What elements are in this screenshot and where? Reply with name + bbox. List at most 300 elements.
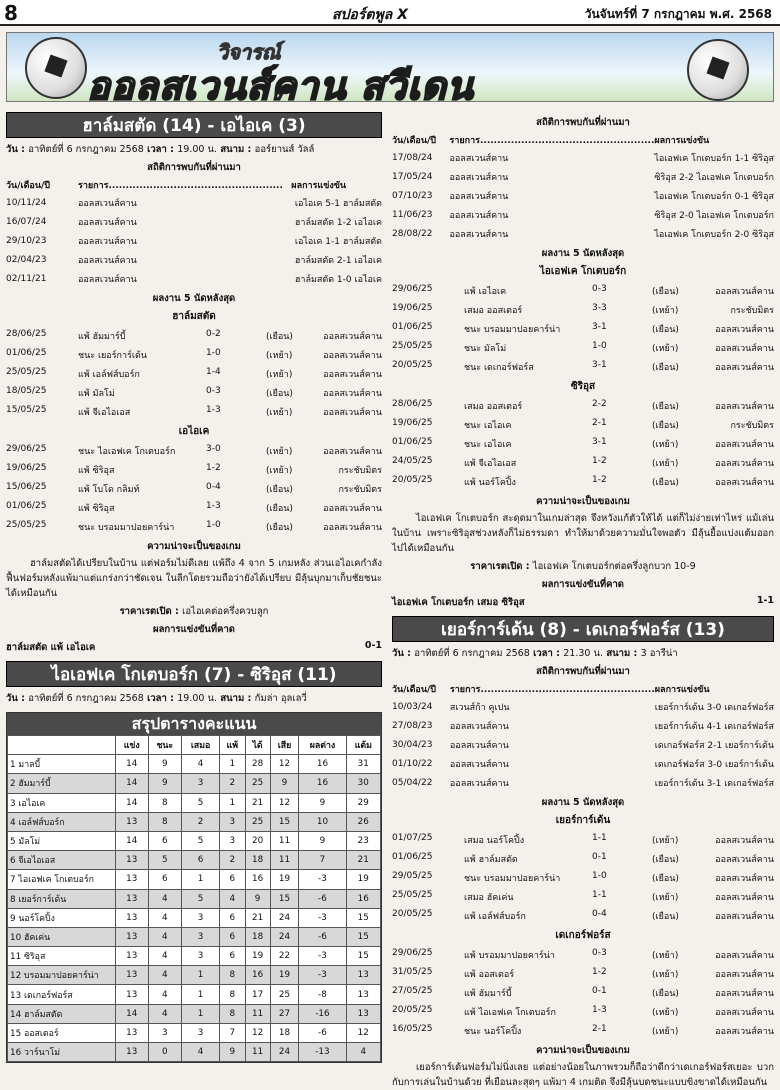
h2h-row: [392, 148, 774, 167]
form-row: [6, 441, 382, 460]
standings-cell: 1: [182, 1004, 220, 1023]
standings-team: 3 เอไอเค: [8, 793, 116, 812]
standings-cell: 18: [270, 1023, 299, 1042]
standings-cell: 13: [346, 1004, 380, 1023]
likelihood-heading: ความน่าจะเป็นของเกม: [147, 541, 241, 552]
banner: [6, 32, 774, 102]
standings-team: 12 บรอมมาปอยคาร์น่า: [8, 966, 116, 985]
standings-header: เสมอ: [182, 736, 220, 755]
h2h-result: เยอร์การ์เด้น 3-0 เดเกอร์ฟอร์ส: [654, 702, 774, 713]
form-outcome: แพ้ ซิริอุส: [78, 465, 115, 476]
likelihood-heading: ความน่าจะเป็นของเกม: [536, 496, 630, 507]
form-date: 31/05/25: [392, 966, 433, 977]
form-date: 29/06/25: [6, 443, 47, 454]
standings-cell: 3: [148, 1023, 182, 1042]
form-score: 0-2: [206, 328, 221, 339]
standings-header: ผลต่าง: [299, 736, 346, 755]
form-date: 19/06/25: [392, 417, 433, 428]
h2h-result: ซิริอุส 2-2 ไอเอฟเค โกเตบอร์ก: [654, 172, 774, 183]
form-outcome: แพ้ ไอเอฟเค โกเตบอร์ก: [464, 1007, 556, 1018]
form-competition: ออลสเวนส์คาน: [715, 362, 774, 373]
form-outcome: เสมอ ฮัคเค่น: [464, 892, 514, 903]
standings-cell: 2: [220, 774, 246, 793]
standings-cell: 1: [182, 966, 220, 985]
form-venue: (เหย้า): [652, 343, 679, 354]
issue-date: วันจันทร์ที่ 7 กรกฎาคม พ.ศ. 2568: [584, 7, 772, 21]
standings-header: [8, 736, 116, 755]
standings-row: [8, 831, 381, 850]
form-date: 01/06/25: [6, 347, 47, 358]
standings-cell: 11: [245, 1043, 270, 1062]
standings-cell: 9: [220, 1043, 246, 1062]
standings-cell: 13: [346, 966, 380, 985]
form-outcome: แพ้ เอล์ฟส์บอร์ก: [78, 369, 140, 380]
form-competition: ออลสเวนส์คาน: [715, 892, 774, 903]
standings-row: [8, 755, 381, 774]
standings-cell: 5: [182, 889, 220, 908]
standings-cell: 7: [220, 1023, 246, 1042]
standings-cell: 5: [182, 831, 220, 850]
standings-cell: 24: [270, 927, 299, 946]
standings-cell: 8: [220, 985, 246, 1004]
standings-cell: 12: [270, 755, 299, 774]
standings-cell: 13: [116, 1043, 149, 1062]
standings-team: 8 เยอร์การ์เด้น: [8, 889, 116, 908]
standings-cell: 14: [116, 793, 149, 812]
match-title: เยอร์การ์เด้น (8) - เดเกอร์ฟอร์ส (13): [392, 616, 774, 642]
form-date: 25/05/25: [6, 519, 47, 530]
form-date: 29/05/25: [392, 870, 433, 881]
standings-cell: 10: [299, 812, 346, 831]
standings-title: สรุปตารางคะแนน: [7, 713, 381, 735]
form-row: [392, 983, 774, 1002]
form-outcome: แพ้ โบโด กลิมท์: [78, 484, 140, 495]
form-outcome: เสมอ ออสเตอร์: [464, 305, 523, 316]
h2h-competition: ออลสเวนส์คาน: [449, 210, 509, 221]
standings-cell: 16: [346, 889, 380, 908]
h2h-result: ฮาล์มสตัด 1-2 เอไอเค: [294, 217, 382, 228]
opening-rate: ราคาเรตเปิด : ไอเอฟเค โกเตบอร์กต่อครึ่งลูกบวก 10-9: [470, 561, 696, 572]
standings-cell: 5: [148, 851, 182, 870]
form-venue: (เหย้า): [266, 446, 293, 457]
standings-team: 11 ซิริอุส: [8, 947, 116, 966]
team-heading: ซิริอุส: [570, 381, 596, 392]
standings-row: [8, 927, 381, 946]
prediction-heading: ผลการแข่งขันที่คาด: [542, 579, 624, 590]
standings-header: ได้: [245, 736, 270, 755]
banner-subtitle: วิจารณ์: [217, 40, 281, 64]
form-row: [6, 517, 382, 536]
h2h-competition: สเวนส์ก้า คูเปน: [449, 702, 510, 713]
likelihood-heading: ความน่าจะเป็นของเกม: [536, 1045, 630, 1056]
h2h-competition: ออลสเวนส์คาน: [78, 217, 137, 228]
form-date: 01/06/25: [392, 851, 433, 862]
h2h-competition: ออลสเวนส์คาน: [78, 255, 137, 266]
standings-cell: 4: [148, 966, 182, 985]
h2h-result: เยอร์การ์เด้น 4-1 เดเกอร์ฟอร์ส: [654, 721, 774, 732]
form-venue: (เหย้า): [652, 305, 679, 316]
standings-cell: 4: [148, 908, 182, 927]
form-score: 3-1: [592, 321, 607, 332]
standings-cell: 17: [245, 985, 270, 1004]
h2h-result: ฮาล์มสตัด 1-0 เอไอเค: [294, 274, 382, 285]
standings-cell: 1: [220, 793, 246, 812]
form-score: 1-2: [206, 462, 221, 473]
form-row: [392, 357, 774, 376]
form-row: [392, 396, 774, 415]
standings-row: [8, 889, 381, 908]
form-competition: ออลสเวนส์คาน: [323, 350, 382, 361]
form-competition: กระชับมิตร: [730, 305, 774, 316]
standings-cell: 8: [220, 1004, 246, 1023]
form-row: [392, 1002, 774, 1021]
form-venue: (เยือน): [652, 401, 679, 412]
standings-cell: 26: [346, 812, 380, 831]
h2h-result: ไอเอฟเค โกเตบอร์ก 2-0 ซิริอุส: [654, 229, 774, 240]
standings-cell: 29: [346, 793, 380, 812]
standings-row: [8, 947, 381, 966]
h2h-date: 05/04/22: [392, 777, 433, 788]
form-score: 0-1: [592, 985, 607, 996]
standings-cell: 13: [346, 985, 380, 1004]
standings-cell: 4: [148, 889, 182, 908]
standings-cell: 13: [116, 812, 149, 831]
h2h-competition: ออลสเวนส์คาน: [449, 172, 509, 183]
prediction: ฮาล์มสตัด แพ้ เอไอเค 0-1: [6, 640, 382, 653]
standings-cell: 21: [245, 908, 270, 927]
form-outcome: แพ้ นอร์โคปิ้ง: [464, 477, 516, 488]
form-date: 15/06/25: [6, 481, 47, 492]
standings-cell: 8: [148, 812, 182, 831]
form-outcome: ชนะ เดเกอร์ฟอร์ส: [464, 362, 534, 373]
standings-row: [8, 985, 381, 1004]
analysis-text: ฮาล์มสตัดได้เปรียบในบ้าน แต่ฟอร์มไม่ดีเลย แพ้ถึง 4 จาก 5 เกมหลัง ส่วนเอไอเคกำลังฟื้นฟอร์มหลังแพ้มาแต่แกร่งกว่าชัดเจน ในลีกโดยรวมถือว่ายังได้เปรียบ มีลุ้นบุกมาเก็บชัยชนะได้เหมือนกัน: [6, 558, 382, 599]
form-score: 3-1: [592, 436, 607, 447]
form-row: [392, 945, 774, 964]
standings-cell: 8: [220, 966, 246, 985]
standings-header: เสีย: [270, 736, 299, 755]
form-competition: ออลสเวนส์คาน: [715, 343, 774, 354]
standings-cell: 13: [116, 889, 149, 908]
match-info: วัน : อาทิตย์ที่ 6 กรกฎาคม 2568 เวลา : 19.00 น. สนาม : กัมล่า อุลเลวี่: [6, 693, 307, 704]
standings-cell: 4: [148, 985, 182, 1004]
h2h-date: 17/08/24: [392, 152, 433, 163]
form-score: 1-1: [592, 832, 607, 843]
form-outcome: ชนะ เอไอเค: [464, 439, 512, 450]
form-venue: (เหย้า): [652, 969, 679, 980]
h2h-date: 10/03/24: [392, 701, 433, 712]
h2h-row: [6, 193, 382, 212]
form-score: 1-4: [206, 366, 221, 377]
form-venue: (เยือน): [652, 286, 679, 297]
standings-cell: 14: [116, 831, 149, 850]
form-date: 20/05/25: [392, 908, 433, 919]
form-date: 29/06/25: [392, 283, 433, 294]
standings-cell: 15: [346, 947, 380, 966]
form-date: 28/06/25: [6, 328, 47, 339]
standings-team: 9 นอร์โคปิ้ง: [8, 908, 116, 927]
standings-cell: 16: [245, 966, 270, 985]
standings-cell: 13: [116, 870, 149, 889]
form-date: 24/05/25: [392, 455, 433, 466]
form-outcome: ชนะ มัลโม่: [464, 343, 507, 354]
form-score: 3-3: [592, 302, 607, 313]
standings-cell: 24: [270, 908, 299, 927]
h2h-row: [6, 250, 382, 269]
form-row: [6, 383, 382, 402]
h2h-row: [392, 773, 774, 792]
form-outcome: แพ้ จีเอไอเอส: [464, 458, 517, 469]
form-score: 0-3: [592, 283, 607, 294]
form-score: 0-3: [592, 947, 607, 958]
form-outcome: แพ้ บรอมมาปอยคาร์น่า: [464, 950, 555, 961]
form-venue: (เหย้า): [266, 350, 293, 361]
standings-cell: 12: [346, 1023, 380, 1042]
left-column: [6, 112, 382, 1063]
h2h-competition: ออลสเวนส์คาน: [449, 740, 509, 751]
form-competition: ออลสเวนส์คาน: [715, 286, 774, 297]
standings-cell: 7: [299, 851, 346, 870]
h2h-result: เอไอเค 5-1 ฮาล์มสตัด: [294, 198, 382, 209]
h2h-result: ไอเอฟเค โกเตบอร์ก 1-1 ซิริอุส: [654, 153, 774, 164]
standings-cell: 4: [148, 947, 182, 966]
form-venue: (เยือน): [652, 873, 679, 884]
standings-cell: 16: [245, 870, 270, 889]
form-competition: ออลสเวนส์คาน: [323, 446, 382, 457]
form-outcome: แพ้ ฮัมมาร์บี้: [464, 988, 512, 999]
standings-team: 7 ไอเอฟเค โกเตบอร์ก: [8, 870, 116, 889]
form-competition: ออลสเวนส์คาน: [715, 477, 774, 488]
form-outcome: เสมอ ออสเตอร์: [464, 401, 523, 412]
standings-cell: 30: [346, 774, 380, 793]
h2h-date: 28/08/22: [392, 228, 433, 239]
h2h-result: ซิริอุส 2-0 ไอเอฟเค โกเตบอร์ก: [654, 210, 774, 221]
h2h-date: 02/11/21: [6, 273, 47, 284]
form-outcome: แพ้ ออสเตอร์: [464, 969, 515, 980]
form-score: 1-3: [206, 500, 221, 511]
form-row: [6, 364, 382, 383]
standings-cell: 19: [346, 870, 380, 889]
team-heading: เดเกอร์ฟอร์ส: [555, 930, 611, 941]
standings-cell: -3: [299, 947, 346, 966]
standings-cell: 20: [245, 831, 270, 850]
standings-cell: 3: [220, 831, 246, 850]
form-row: [6, 479, 382, 498]
form-venue: (เหย้า): [652, 892, 679, 903]
form-row: [6, 326, 382, 345]
h2h-row: [392, 167, 774, 186]
standings-cell: 14: [116, 755, 149, 774]
analysis-text: ไอเอฟเค โกเตบอร์ก สะดุดมาในเกมล่าสุด จึงหวังแก้ตัวให้ได้ แต่ก็ไม่ง่ายเท่าไหร่ แม้เล่นในบ้าน เพราะซิริอุสช่วงหลังก็ไม่ธรรมดา ทำให้มาด้วยความมั่นใจพอตัว มีลุ้นยื้อแบ่งแต้มออกไปได้เหมือนกัน: [392, 513, 774, 554]
standings-row: [8, 870, 381, 889]
form-date: 28/06/25: [392, 398, 433, 409]
form-competition: ออลสเวนส์คาน: [715, 911, 774, 922]
form-venue: (เหย้า): [652, 458, 679, 469]
standings-cell: 22: [270, 947, 299, 966]
form-date: 15/05/25: [6, 404, 47, 415]
standings-header: ชนะ: [148, 736, 182, 755]
form-venue: (เหย้า): [266, 465, 293, 476]
form-competition: ออลสเวนส์คาน: [323, 331, 382, 342]
form-date: 20/05/25: [392, 1004, 433, 1015]
standings-row: [8, 793, 381, 812]
form-row: [6, 345, 382, 364]
h2h-heading: สถิติการพบกันที่ผ่านมา: [536, 666, 630, 677]
h2h-competition: ออลสเวนส์คาน: [449, 191, 509, 202]
standings-cell: 9: [148, 755, 182, 774]
h2h-row: [392, 186, 774, 205]
match-title: ฮาล์มสตัด (14) - เอไอเค (3): [6, 112, 382, 138]
form-date: 01/07/25: [392, 832, 433, 843]
match-info: วัน : อาทิตย์ที่ 6 กรกฎาคม 2568 เวลา : 19.00 น. สนาม : ออร์ยานส์ วัลล์: [6, 144, 315, 155]
h2h-competition: ออลสเวนส์คาน: [78, 274, 137, 285]
form-row: [392, 472, 774, 491]
h2h-result: เยอร์การ์เด้น 3-1 เดเกอร์ฟอร์ส: [654, 778, 774, 789]
form-date: 16/05/25: [392, 1023, 433, 1034]
form-list: [392, 396, 774, 491]
h2h-date: 17/05/24: [392, 171, 433, 182]
standings-cell: -3: [299, 966, 346, 985]
h2h-row: [392, 716, 774, 735]
form-list: [6, 326, 382, 421]
standings-cell: 15: [270, 812, 299, 831]
form-score: 3-0: [206, 443, 221, 454]
form-competition: ออลสเวนส์คาน: [715, 854, 774, 865]
form-row: [392, 434, 774, 453]
standings-cell: 4: [182, 1043, 220, 1062]
form-row: [6, 460, 382, 479]
standings-row: [8, 774, 381, 793]
h2h-result: เดเกอร์ฟอร์ส 3-0 เยอร์การ์เด้น: [654, 759, 774, 770]
form-competition: ออลสเวนส์คาน: [715, 950, 774, 961]
form-competition: ออลสเวนส์คาน: [715, 401, 774, 412]
form-venue: (เหย้า): [266, 369, 293, 380]
standings-cell: 28: [245, 755, 270, 774]
standings-cell: 31: [346, 755, 380, 774]
h2h-row: [6, 269, 382, 288]
standings-cell: 9: [299, 831, 346, 850]
standings-cell: 1: [220, 755, 246, 774]
form-date: 25/05/25: [6, 366, 47, 377]
standings-cell: 4: [346, 1043, 380, 1062]
standings-cell: 27: [270, 1004, 299, 1023]
standings-cell: 11: [270, 831, 299, 850]
standings-cell: 9: [299, 793, 346, 812]
form-score: 1-0: [592, 870, 607, 881]
form-venue: (เยือน): [652, 854, 679, 865]
form-competition: ออลสเวนส์คาน: [323, 503, 382, 514]
standings-cell: 16: [299, 774, 346, 793]
form-outcome: แพ้ จีเอไอเอส: [78, 407, 131, 418]
form-outcome: แพ้ เอไอเค: [464, 286, 507, 297]
form-score: 1-3: [206, 404, 221, 415]
form-heading: ผลงาน 5 นัดหลังสุด: [152, 293, 236, 304]
form-venue: (เยือน): [652, 988, 679, 999]
form-competition: ออลสเวนส์คาน: [715, 439, 774, 450]
standings-cell: 15: [346, 908, 380, 927]
form-venue: (เยือน): [652, 911, 679, 922]
form-row: [392, 415, 774, 434]
form-venue: (เยือน): [266, 388, 293, 399]
form-date: 01/06/25: [392, 321, 433, 332]
standings-cell: 24: [270, 1043, 299, 1062]
form-row: [6, 402, 382, 421]
standings-team: 5 มัลโม่: [8, 831, 116, 850]
form-outcome: เสมอ นอร์โคปิ้ง: [464, 835, 525, 846]
standings-team: 6 จีเอไอเอส: [8, 851, 116, 870]
form-row: [392, 906, 774, 925]
form-outcome: แพ้ ฮาล์มสตัด: [464, 854, 518, 865]
form-competition: กระชับมิตร: [338, 465, 382, 476]
form-venue: (เหย้า): [266, 407, 293, 418]
form-venue: (เยือน): [652, 324, 679, 335]
prediction-heading: ผลการแข่งขันที่คาด: [153, 624, 235, 635]
form-list: [6, 441, 382, 536]
form-competition: ออลสเวนส์คาน: [715, 458, 774, 469]
form-score: 0-3: [206, 385, 221, 396]
h2h-date: 01/10/22: [392, 758, 433, 769]
standings-cell: 12: [245, 1023, 270, 1042]
form-score: 1-2: [592, 966, 607, 977]
standings-cell: 13: [116, 851, 149, 870]
form-venue: (เยือน): [266, 484, 293, 495]
standings-cell: 6: [148, 831, 182, 850]
form-venue: (เยือน): [266, 503, 293, 514]
standings-cell: 18: [245, 851, 270, 870]
form-outcome: ชนะ เอไอเค: [464, 420, 512, 431]
form-score: 0-4: [206, 481, 221, 492]
form-list: [392, 945, 774, 1040]
h2h-result: เอไอเค 1-1 ฮาล์มสตัด: [294, 236, 382, 247]
standings-cell: 11: [245, 1004, 270, 1023]
standings-cell: 2: [220, 851, 246, 870]
form-date: 18/05/25: [6, 385, 47, 396]
standings-table: [6, 712, 382, 1063]
form-venue: (เหย้า): [652, 439, 679, 450]
opening-rate: ราคาเรตเปิด : เอไอเคต่อครึ่งควบลูก: [119, 606, 269, 617]
form-row: [392, 964, 774, 983]
standings-team: 10 ฮัคเค่น: [8, 927, 116, 946]
standings-team: 15 ออสเตอร์: [8, 1023, 116, 1042]
standings-cell: 3: [182, 927, 220, 946]
h2h-heading: สถิติการพบกันที่ผ่านมา: [536, 117, 630, 128]
standings-header: แต้ม: [346, 736, 380, 755]
standings-cell: 8: [148, 793, 182, 812]
h2h-row: [392, 224, 774, 243]
form-row: [392, 338, 774, 357]
h2h-table: วัน/เดือน/ปี รายการ................................................... ผลการแข่งขัน 17/08/24 ออลสเวนส์คาน ไอเอฟเค โกเตบอร์ก 1-1 ซิริอุส 17/05/24 ออลสเวนส์คาน ซิริอุส 2-2 ไอเอฟเค โกเตบอร์ก 07/10/23 ออลสเวนส์คาน ไอเอฟเค โกเตบอร์ก 0-1 ซิริอุส 11/06/23 ออลสเวนส์คาน ซิริอุส 2-0 ไอเอฟเค โกเตบอร์ก 28/08/22 ออลสเวนส์คาน ไอเอฟเค โกเตบอร์ก 2-0 ซิริอุส: [392, 132, 774, 243]
h2h-competition: ออลสเวนส์คาน: [78, 236, 137, 247]
standings-team: 2 ฮัมมาร์บี้: [8, 774, 116, 793]
standings-cell: 15: [270, 889, 299, 908]
standings-cell: 15: [346, 927, 380, 946]
standings-cell: 25: [270, 985, 299, 1004]
form-date: 20/05/25: [392, 474, 433, 485]
h2h-row: [6, 212, 382, 231]
football-icon: [687, 39, 749, 101]
standings-cell: 6: [220, 870, 246, 889]
standings-cell: 3: [182, 1023, 220, 1042]
standings-cell: 18: [245, 927, 270, 946]
standings-cell: 6: [148, 870, 182, 889]
standings-team: 13 เดเกอร์ฟอร์ส: [8, 985, 116, 1004]
form-score: 1-3: [592, 1004, 607, 1015]
form-competition: ออลสเวนส์คาน: [323, 369, 382, 380]
form-score: 1-0: [206, 347, 221, 358]
form-score: 2-2: [592, 398, 607, 409]
h2h-date: 10/11/24: [6, 197, 47, 208]
standings-cell: -3: [299, 908, 346, 927]
